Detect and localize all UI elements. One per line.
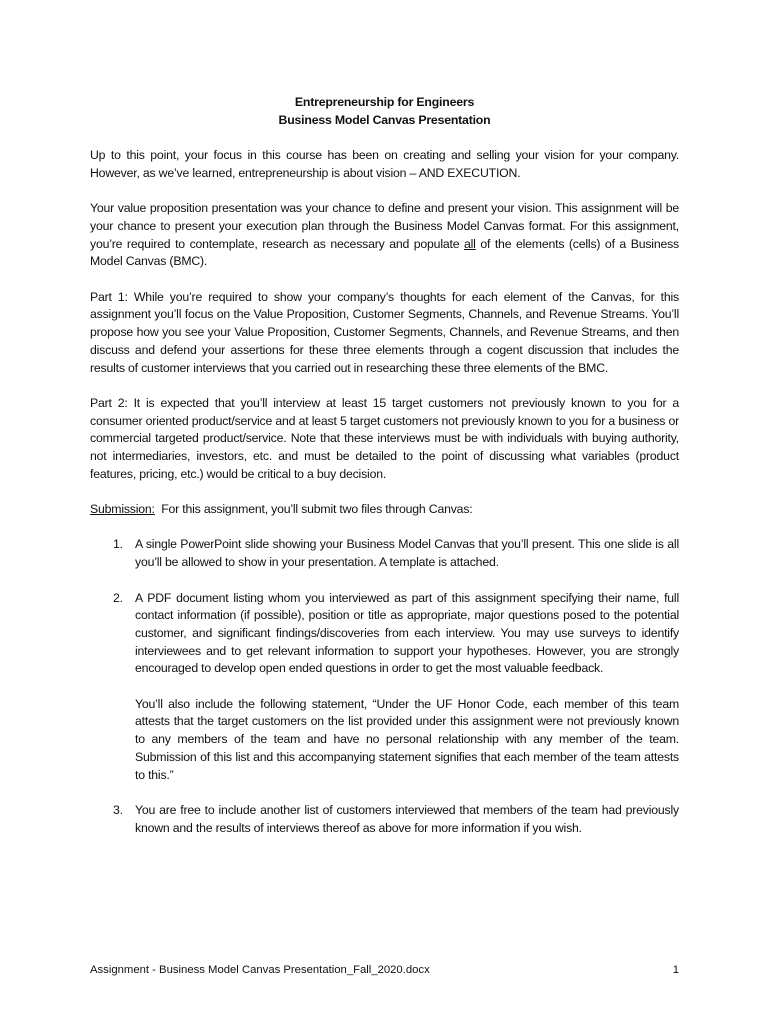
footer-filename: Assignment - Business Model Canvas Presentation_Fall_2020.docx [90,964,430,976]
submission-list [90,536,679,837]
list-item-number: 3. [113,802,123,817]
list-item [90,536,679,571]
list-item-text: A PDF document listing whom you interviewed as part of this assignment specifying their name, full contact information (if possible), position or title as appropriate, major questions posed to the potential customer, and significant findings/discoveries from each interview. You may use surveys to identify interviewees and to get relevant information to support your hypotheses. However, you are strongly encouraged to develop open ended questions in order to get the most valuable feedback. [135,590,679,676]
footer-page-number: 1 [672,964,679,976]
list-item [90,590,679,785]
list-item-text: You are free to include another list of customers interviewed that members of the team had previously known and the results of interviews thereof as above for more information if you wish. [135,802,679,835]
list-item-number: 2. [113,590,123,605]
part-1-paragraph: Part 1: While you’re required to show your company’s thoughts for each element of the Canvas, for this assignment you’ll focus on the Value Proposition, Customer Segments, Channels, and Revenue Streams. You’ll propose how you see your Value Proposition, Customer Segments, Channels, and Revenue Streams, and then discuss and defend your assertions for these three elements through a cogent discussion that includes the results of customer interviews that you carried out in researching these three elements of the BMC. [90,289,679,375]
document-body [90,94,679,837]
value-proposition-paragraph [90,200,679,271]
list-item [90,802,679,837]
value-prop-text-before: Your value proposition presentation was your chance to define and present your vision. This assignment will be your chance to present your execution plan through the Business Model Canvas format. For this assignment, you’re required to contemplate, research as necessary and populate [90,201,679,251]
intro-paragraph: Up to this point, your focus in this course has been on creating and selling your vision for your company. However, as we’ve learned, entrepreneurship is about vision – AND EXECUTION. [90,148,679,180]
part-2-paragraph: Part 2: It is expected that you’ll interview at least 15 target customers not previously known to you for a consumer oriented product/service and at least 5 target customers not previously known to you for a business or commercial targeted product/service. Note that these interviews must be with individuals with buying authority, not intermediaries, investors, etc. and must be detailed to the point of discussing what variables (product features, pricing, etc.) would be critical to a buy decision. [90,395,679,481]
submission-paragraph [90,501,679,519]
submission-label: Submission: [90,502,155,517]
document-title-line-1: Entrepreneurship for Engineers [294,95,475,109]
honor-code-statement: You’ll also include the following statement, “Under the UF Honor Code, each member of this team attests that the target customers on the list provided under this assignment were not previously known to any members of the team and have no personal relationship with any member of the team. Submission of this list and this accompanying statement signifies that each member of the team attests to this.” [135,696,679,782]
page-footer [90,962,679,978]
value-prop-text-after: of the elements (cells) of a Business Model Canvas (BMC). [90,236,679,269]
list-item-text: A single PowerPoint slide showing your Business Model Canvas that you’ll present. This one slide is all you’ll be allowed to show in your presentation. A template is attached. [135,537,679,570]
submission-text: For this assignment, you’ll submit two files through Canvas: [154,502,473,517]
document-title-line-2: Business Model Canvas Presentation [278,112,491,127]
value-prop-underlined-word: all [464,236,476,251]
list-item-number: 1. [113,537,123,552]
